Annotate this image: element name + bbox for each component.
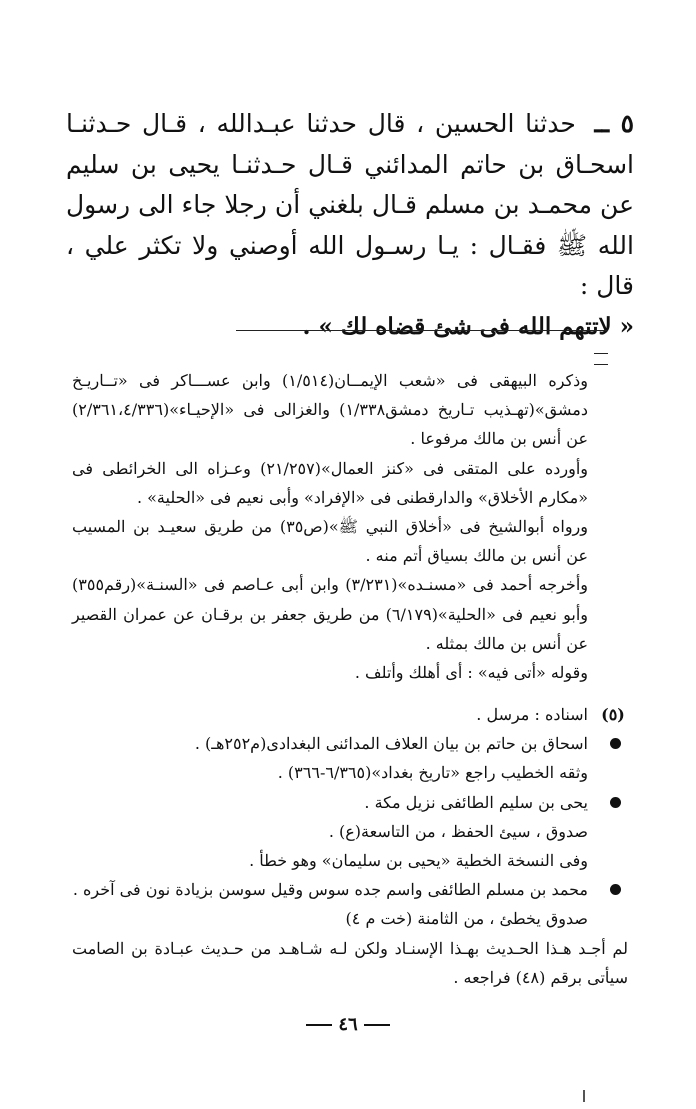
bullet-icon <box>610 797 621 808</box>
hadith-line: بلغني أن رجلا جاء الى رسول الله ﷺ فقـال : يـا رسـول الله <box>66 190 634 260</box>
footnote-paragraph: وقوله «أتى فيه» : أى أهلك وأتلف . <box>354 663 588 683</box>
narrator-line: اسحاق بن حاتم بن بيان العلاف المدائنى البغدادى(م٢٥٢هـ) . <box>194 734 588 754</box>
narrator-entry <box>72 875 628 933</box>
hadith-line: حدثنا الحسين ، قال حدثنا عبـدالله ، قـال حـدثنـا اسحـاق بن <box>66 109 634 179</box>
narrator-line: محمد بن مسلم الطائفى واسم جده سوس وقيل سوسن بزيادة نون فى آخره . <box>72 880 588 900</box>
narrator-line: صدوق يخطئ ، من الثامنة (خت م ٤) <box>345 909 588 929</box>
isnad-analysis <box>72 700 628 992</box>
hadith-number: ٥ ــ <box>594 109 635 138</box>
note-number: (٥) <box>601 705 625 724</box>
footnote-separator <box>236 330 608 331</box>
narrator-entry <box>72 788 628 876</box>
hadith-line: حاتم المدائني قـال حـدثنـا يحيى بن سليم عن محمـد بن مسلم قـال <box>66 149 634 219</box>
bullet-icon <box>610 884 621 895</box>
narrator-line: صدوق ، سيئ الحفظ ، من التاسعة(ع) . <box>328 821 588 841</box>
continuation-mark <box>594 353 608 365</box>
hadith-line: أوصني ولا تكثر علي ، قال : <box>66 230 634 300</box>
footnotes <box>72 366 588 687</box>
narrator-line: وثقه الخطيب راجع «تاريخ بغداد»(٦/٣٦٥-٣٦٦) . <box>277 763 588 783</box>
bullet-icon <box>610 738 621 749</box>
hadith-saying: « لاتتهم الله فى شئ قضاه لك » . <box>302 312 634 340</box>
page-number-text: ٤٦ <box>338 1014 358 1035</box>
footnote-paragraph: وذكره البيهقى فى «شعب الإيمــان(١/٥١٤) وابن عســـاكر فى «تــاريـخ دمشق»(تهـذيب تـاريخ دمشق١/٣٣٨) والغزالى فى «الإحيـاء»(٢/٣٦١،٤/٣٣٦) عن أنس بن مالك مرفوعا . <box>72 371 588 449</box>
scan-mark <box>583 1090 585 1102</box>
footnote-paragraph: وأخرجه أحمد فى «مسنـده»(٣/٢٣١) وابن أبى عـاصم فى «السنـة»(رقم٣٥٥) وأبو نعيم فى «الحلية»(٦/١٧٩) من طريق جعفر بن برقـان عن عمران القصير عن أنس بن مالك بمثله . <box>72 575 589 653</box>
hadith-text <box>66 104 634 347</box>
narrator-entry <box>72 729 628 787</box>
closing-note: لم أجـد هـذا الحـديث بهـذا الإسنـاد ولكن لـه شـاهـد من حـديث عبـادة بن الصامت سيأتى برقم (٤٨) فراجعه . <box>72 938 628 987</box>
footnote-paragraph: وأورده على المتقى فى «كنز العمال»(٢١/٢٥٧) وعـزاه الى الخرائطى فى «مكارم الأخلاق» والدارقطنى فى «الإفراد» وأبى نعيم فى «الحلية» . <box>72 458 588 507</box>
narrator-line: وفى النسخة الخطية «يحيى بن سليمان» وهو خطأ . <box>249 851 588 871</box>
isnad-heading <box>72 700 628 729</box>
footnote-paragraph: ورواه أبوالشيخ فى «أخلاق النبي ﷺ»(ص٣٥) من طريق سعيـد بن المسيب عن أنس بن مالك بسياق أتم منه . <box>72 517 588 566</box>
isnad-line: اسناده : مرسل . <box>476 705 588 724</box>
page-number <box>0 1014 696 1035</box>
narrator-line: يحى بن سليم الطائفى نزيل مكة . <box>364 792 588 812</box>
